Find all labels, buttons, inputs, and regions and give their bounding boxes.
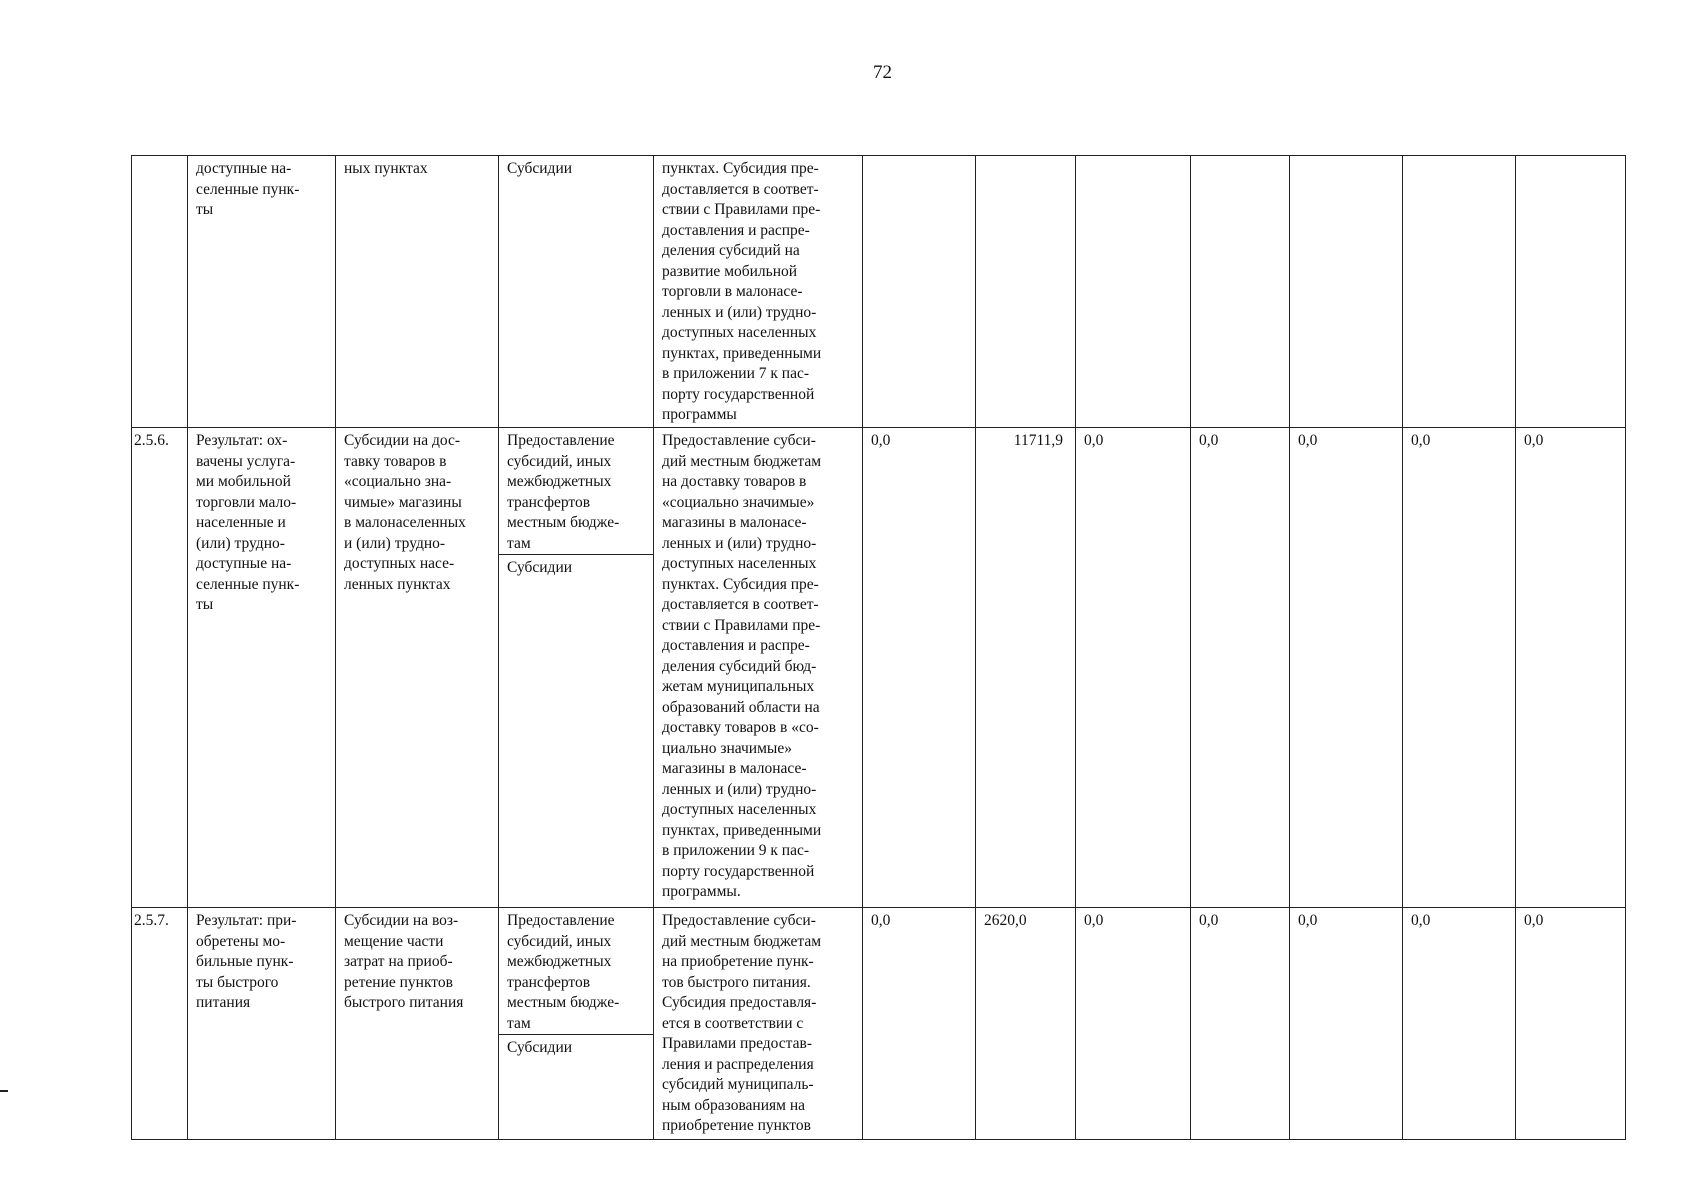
value-cell: 0,0 [1403,428,1516,908]
value-cell: 0,0 [1403,908,1516,1140]
table-row [132,156,1626,428]
value-cell: 0,0 [1191,428,1290,908]
row-number: 2.5.7. [132,908,188,1140]
value-cell [1076,156,1191,428]
program-measures-table [131,155,1626,1140]
row-number: 2.5.6. [132,428,188,908]
description-cell: Предоставление субси- дий местным бюджетам на доставку товаров в «социально значимые» магазины в малонасе- ленных и (или) трудно- доступных населенных пунктах. Субсидия пре- доставляется в соответ- ствии с Правилами пре- доставления и распре- деления субсидий бюд- жетам муниципальных образований области на доставку товаров в «со- циально значимые» магазины в малонасе- ленных и (или) трудно- доступных населенных пунктах, приведенными в приложении 9 к пас- порту государственной программы. [654,428,863,908]
value-cell [1516,156,1626,428]
value-cell: 0,0 [1076,428,1191,908]
value-cell: 11711,9 [976,428,1076,908]
value-cell: 0,0 [1290,908,1403,1140]
value-cell: 0,0 [1076,908,1191,1140]
page-number: 72 [873,62,892,83]
support-type-cell [499,428,654,908]
support-type-cell [499,908,654,1140]
row-number [132,156,188,428]
support-type-cell [499,156,654,428]
subsidy-name-cell: ных пунктах [336,156,499,428]
support-type-label: Предоставление субсидий, иных межбюджетных трансфертов местным бюдже- там [499,428,653,555]
support-type-label: Субсидии [507,160,573,177]
value-cell: 0,0 [863,908,976,1140]
description-cell: пунктах. Субсидия пре- доставляется в соответ- ствии с Правилами пре- доставления и распре- деления субсидий на развитие мобильной торговли в малонасе- ленных и (или) трудно- доступных населенных пунктах, приведенными в приложении 7 к пас- порту государственной программы [654,156,863,428]
support-subtype-label: Субсидии [507,559,573,576]
result-cell: доступные на- селенные пунк- ты [188,156,336,428]
value-cell: 0,0 [1191,908,1290,1140]
scan-margin-mark [0,1090,8,1092]
description-cell: Предоставление субси- дий местным бюджетам на приобретение пунк- тов быстрого питания. Субсидия предоставля- ется в соответствии с Правилами предостав- ления и распределения субсидий муниципаль- ным образованиям на приобретение пунктов [654,908,863,1140]
value-cell [1290,156,1403,428]
result-cell: Результат: при- обретены мо- бильные пунк- ты быстрого питания [188,908,336,1140]
subsidy-name-cell: Субсидии на дос- тавку товаров в «социально зна- чимые» магазины в малонаселенных и (или) трудно- доступных насе- ленных пунктах [336,428,499,908]
table-row [132,428,1626,908]
value-cell: 0,0 [1516,428,1626,908]
table-row [132,908,1626,1140]
support-type-label: Предоставление субсидий, иных межбюджетных трансфертов местным бюдже- там [499,908,653,1035]
value-cell [976,156,1076,428]
value-cell: 0,0 [1516,908,1626,1140]
subsidy-name-cell: Субсидии на воз- мещение части затрат на приоб- ретение пунктов быстрого питания [336,908,499,1140]
value-cell: 2620,0 [976,908,1076,1140]
support-subtype-label: Субсидии [507,1039,573,1056]
value-cell [1403,156,1516,428]
value-cell: 0,0 [863,428,976,908]
result-cell: Результат: ох- вачены услуга- ми мобильной торговли мало- населенные и (или) трудно- доступные на- селенные пунк- ты [188,428,336,908]
value-cell [1191,156,1290,428]
value-cell [863,156,976,428]
value-cell: 0,0 [1290,428,1403,908]
